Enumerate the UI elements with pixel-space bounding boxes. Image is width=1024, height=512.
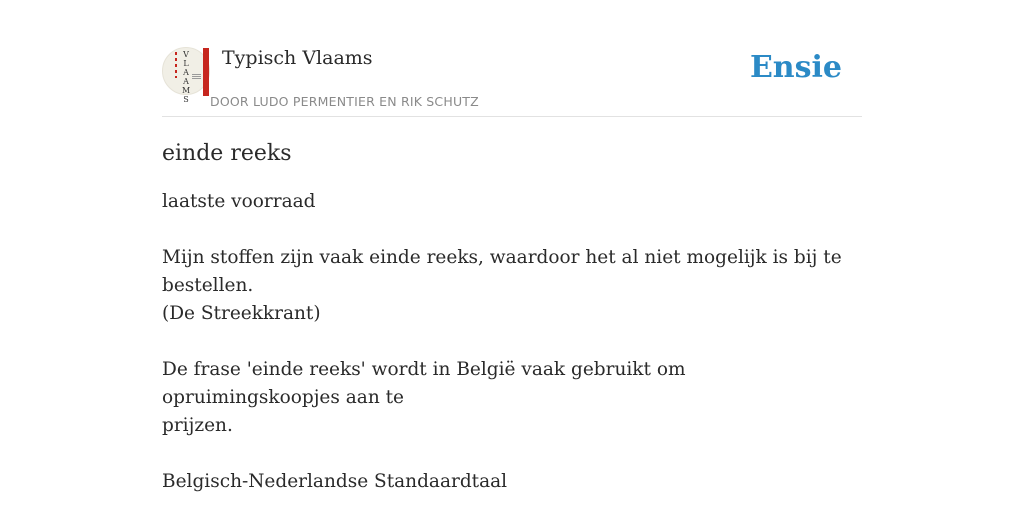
avatar-letter: V bbox=[183, 50, 189, 59]
avatar-letter: M bbox=[182, 86, 191, 95]
avatar-fine-print bbox=[192, 74, 201, 80]
avatar-letter: L bbox=[183, 59, 189, 68]
avatar-red-marks bbox=[175, 52, 177, 78]
site-header bbox=[162, 44, 862, 117]
site-title[interactable]: Typisch Vlaams bbox=[222, 47, 373, 69]
avatar-letter: A bbox=[183, 68, 189, 77]
entry-note-line: De frase 'einde reeks' wordt in België vaak gebruikt om opruimingskoopjes aan te bbox=[162, 359, 686, 408]
avatar-letters bbox=[182, 50, 190, 104]
entry-title: einde reeks bbox=[162, 141, 292, 166]
entry-definition: laatste voorraad bbox=[162, 191, 316, 212]
avatar-letter: A bbox=[183, 77, 189, 86]
entry-example-line: bestellen. bbox=[162, 275, 254, 296]
avatar-red-strip bbox=[203, 48, 209, 96]
avatar-letter: S bbox=[183, 95, 189, 104]
entry-example-line: Mijn stoffen zijn vaak einde reeks, waardoor het al niet mogelijk is bij te bbox=[162, 247, 842, 268]
entry-content bbox=[162, 138, 862, 496]
avatar[interactable] bbox=[162, 47, 210, 104]
brand-logo-link[interactable]: Ensie bbox=[749, 50, 842, 85]
byline: DOOR LUDO PERMENTIER EN RIK SCHUTZ bbox=[210, 94, 479, 109]
entry-note-line: prijzen. bbox=[162, 415, 233, 436]
entry-example-source: (De Streekkrant) bbox=[162, 303, 321, 324]
entry-category[interactable]: Belgisch-Nederlandse Standaardtaal bbox=[162, 471, 508, 492]
